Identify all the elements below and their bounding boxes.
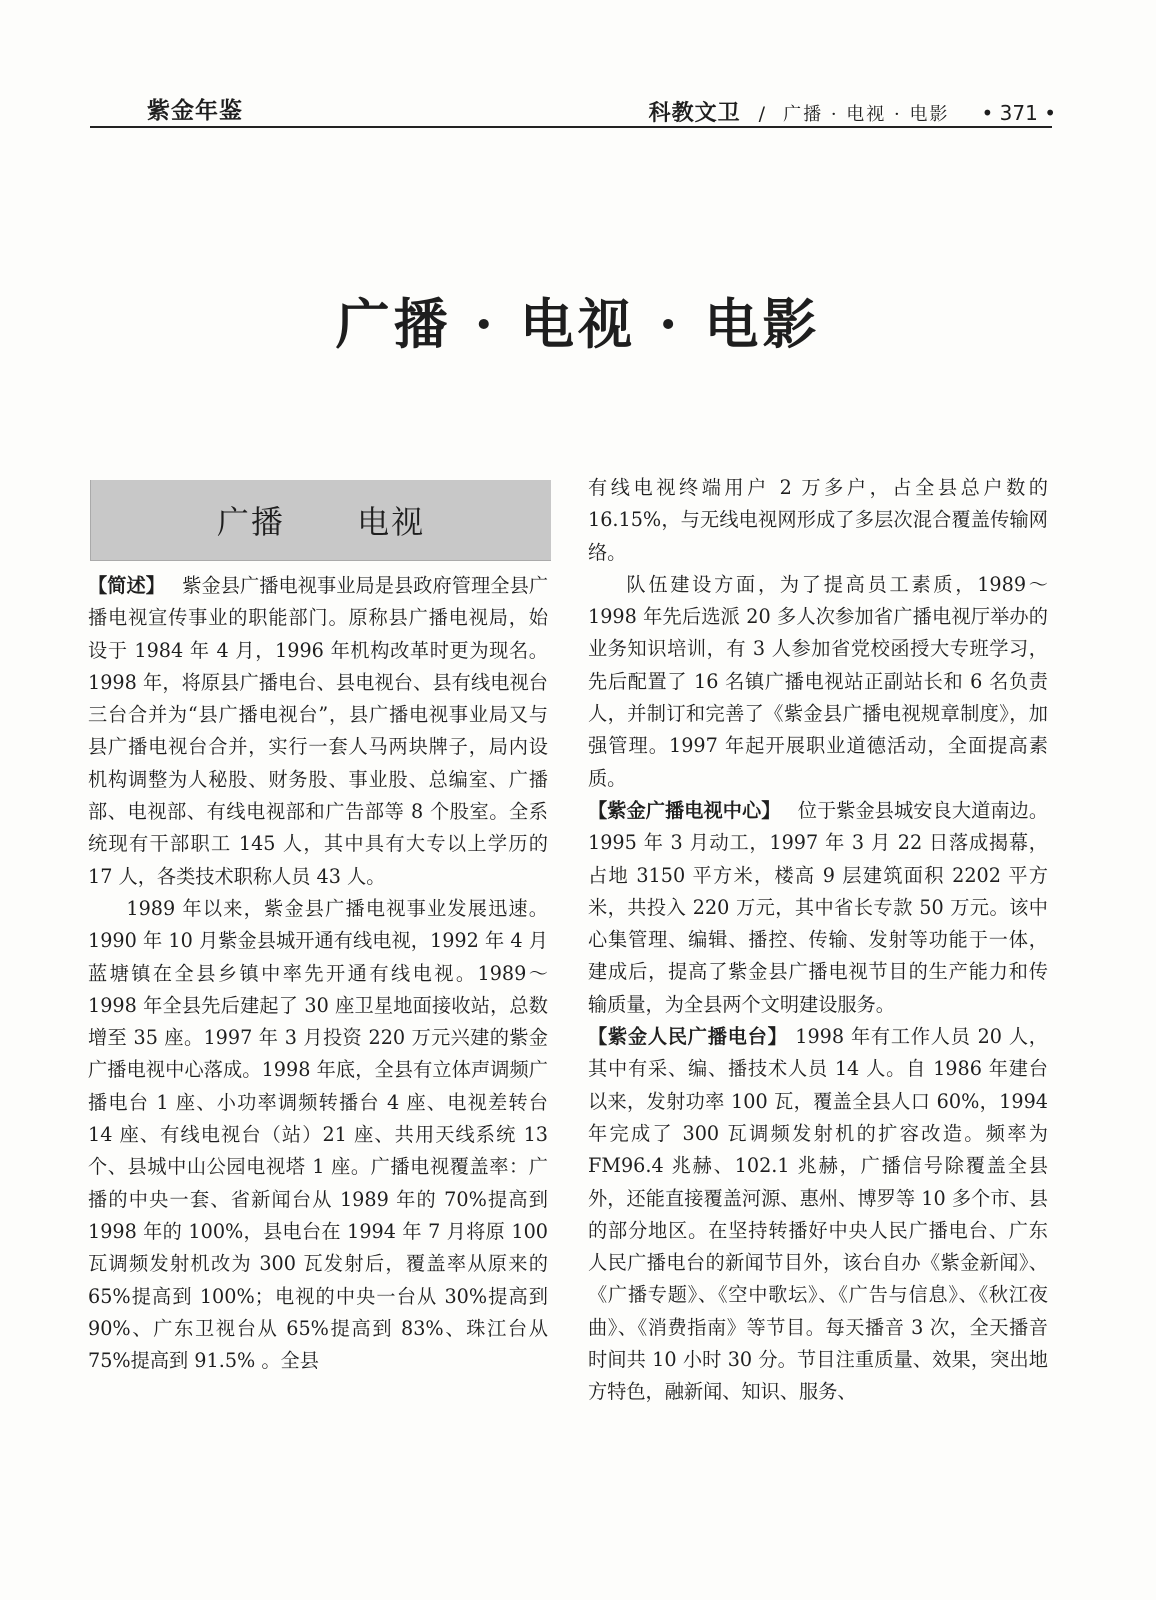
paragraph-continuation: 有线电视终端用户 2 万多户，占全县总户数的 16.15%，与无线电视网形成了多层次混合覆盖传输网络。: [588, 476, 1048, 564]
header-subsection: 广播 · 电视 · 电影: [783, 104, 950, 125]
radio-station-label: 【紫金人民广播电台】: [588, 1025, 788, 1049]
header-section: 科教文卫: [648, 101, 741, 126]
running-header-right: [649, 96, 1056, 127]
paragraph-radio-station: [588, 1021, 1048, 1409]
section-heading: 广播 电视: [216, 503, 426, 541]
overview-text: 紫金县广播电视事业局是县政府管理全县广播电视宣传事业的职能部门。原称县广播电视局，始设于 1984 年 4 月，1996 年机构改革时更为现名。1998 年，将原县广播电台、县电视台、县有线电视台三台合并为“县广播电视台”，县广播电视事业局又与县广播电视台合并，实行一套人马两块牌子，局内设机构调整为人秘股、财务股、事业股、总编室、广播部、电视部、有线电视部和广告部等 8 个股室。全系统现有干部职工 145 人，其中具有大专以上学历的 17 人，各类技术职称人员 43 人。: [88, 574, 549, 888]
overview-label: 【简述】: [88, 574, 166, 597]
broadcast-center-text: 位于紫金县城安良大道南边。1995 年 3 月动工，1997 年 3 月 22 日落成揭幕，占地 3150 平方米，楼高 9 层建筑面积 2202 平方米，共投入 220 万元，其中省长专款 50 万元。该中心集管理、编辑、播控、传输、发射等功能于一体，建成后，提高了紫金县广播电视节目的生产能力和传输质量，为全县两个文明建设服务。: [588, 798, 1049, 1016]
running-header-left: 紫金年鉴: [147, 98, 243, 124]
paragraph-staffing: 队伍建设方面，为了提高员工素质，1989～1998 年先后选派 20 多人次参加省广播电视厅举办的业务知识培训，有 3 人参加省党校函授大专班学习，先后配置了 16 名镇广播电视站正副站长和 6 名负责人，并制订和完善了《紫金县广播电视规章制度》，加强管理。1997 年起开展职业道德活动，全面提高素质。: [588, 572, 1048, 790]
paragraph-overview: [88, 570, 548, 893]
right-column: [588, 472, 1048, 1409]
paragraph-broadcast-center: [588, 795, 1048, 1021]
broadcast-center-label: 【紫金广播电视中心】: [588, 798, 781, 822]
paragraph-development: 1989 年以来，紫金县广播电视事业发展迅速。1990 年 10 月紫金县城开通有线电视，1992 年 4 月蓝塘镇在全县乡镇中率先开通有线电视。1989～1998 年全县先后建起了 30 座卫星地面接收站，总数增至 35 座。1997 年 3 月投资 220 万元兴建的紫金广播电视中心落成。1998 年底，全县有立体声调频广播电台 1 座、小功率调频转播台 4 座、电视差转台 14 座、有线电视台（站）21 座、共用天线系统 13 个、县城中山公园电视塔 1 座。广播电视覆盖率：广播的中央一套、省新闻台从 1989 年的 70%提高到 1998 年的 100%，县电台在 1994 年 7 月将原 100 瓦调频发射机改为 300 瓦发射后，覆盖率从原来的 65%提高到 100%；电视的中央一台从 30%提高到 90%、广东卫视台从 65%提高到 83%、珠江台从 75%提高到 91.5% 。全县: [88, 896, 548, 1373]
header-separator: /: [758, 103, 766, 125]
page-title: 广播 · 电视 · 电影: [335, 292, 821, 356]
page-number: • 371 •: [981, 101, 1056, 125]
header-rule-left: [90, 126, 530, 128]
radio-station-text: 1998 年有工作人员 20 人，其中有采、编、播技术人员 14 人。自 1986 年建台以来，发射功率 100 瓦，覆盖全县人口 60%，1994 年完成了 300 瓦调频发射机的扩容改造。频率为 FM96.4 兆赫、102.1 兆赫，广播信号除覆盖全县外，还能直接覆盖河源、惠州、博罗等 10 多个市、县的部分地区。在坚持转播好中央人民广播电台、广东人民广播电台的新闻节目外，该台自办《紫金新闻》、《广播专题》、《空中歌坛》、《广告与信息》、《秋江夜曲》、《消费指南》等节目。每天播音 3 次，全天播音时间共 10 小时 30 分。节目注重质量、效果，突出地方特色，融新闻、知识、服务、: [588, 1025, 1048, 1404]
left-column: [88, 570, 548, 1377]
section-heading-box: [90, 480, 551, 561]
header-rule-right: [530, 126, 1052, 128]
